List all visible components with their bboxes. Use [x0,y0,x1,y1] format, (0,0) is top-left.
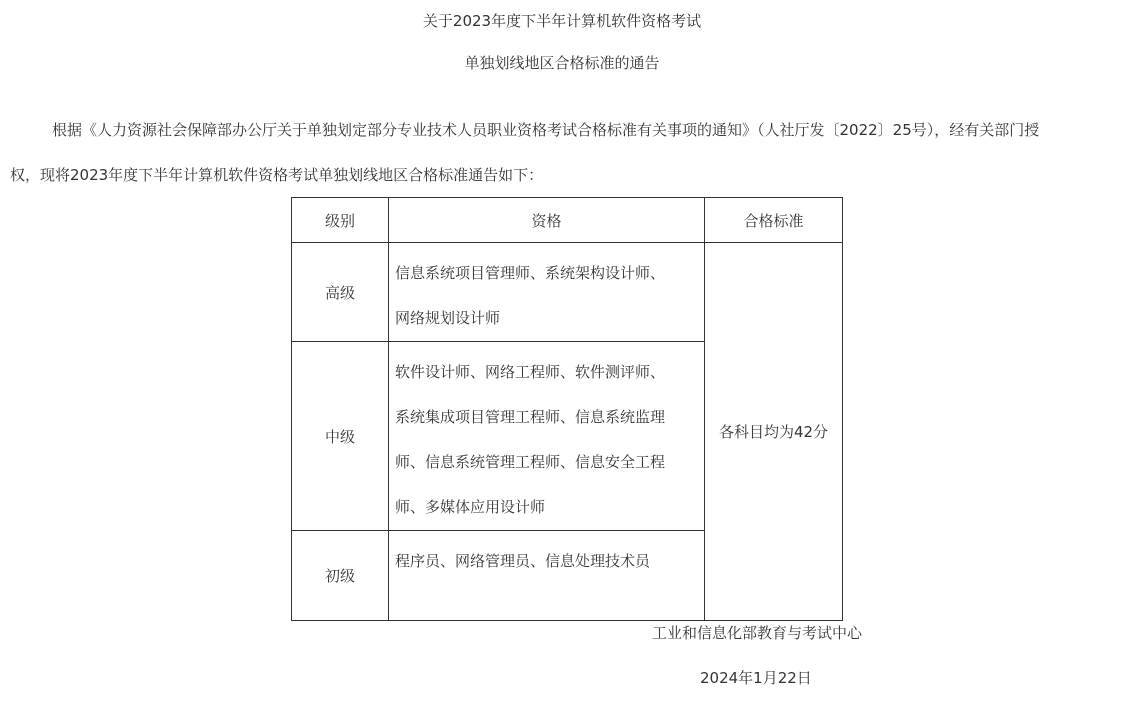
level-cell-senior: 高级 [292,243,389,342]
notice-title-line-2: 单独划线地区合格标准的通告 [464,54,660,72]
qualification-line: 系统集成项目管理工程师、信息系统监理 [395,408,666,426]
level-cell-intermediate: 中级 [292,342,389,531]
header-level: 级别 [292,198,389,243]
qualification-line: 软件设计师、网络工程师、软件测评师、 [395,363,666,381]
qualification-line: 师、多媒体应用设计师 [395,498,546,516]
table-header-row [292,198,843,243]
intro-paragraph-line-2: 权，现将2023年度下半年计算机软件资格考试单独划线地区合格标准通告如下： [10,166,544,184]
standard-cell: 各科目均为42分 [705,243,843,621]
header-qualification: 资格 [389,198,705,243]
qualification-cell-senior [389,243,705,342]
qualification-cell-intermediate [389,342,705,531]
qualification-cell-junior [389,531,705,621]
intro-paragraph-line-1: 根据《人力资源社会保障部办公厅关于单独划定部分专业技术人员职业资格考试合格标准有关事项的通知》（人社厅发〔2022〕25号），经有关部门授 [52,121,1040,139]
level-cell-junior: 初级 [292,531,389,621]
issue-date: 2024年1月22日 [700,669,812,687]
qualification-line: 信息系统项目管理师、系统架构设计师、 [395,264,666,282]
qualification-line: 师、信息系统管理工程师、信息安全工程 [395,453,666,471]
qualification-line: 网络规划设计师 [395,309,501,327]
qualification-line: 程序员、网络管理员、信息处理技术员 [395,552,651,570]
header-standard: 合格标准 [705,198,843,243]
table-row [292,243,843,342]
passing-standard-table [291,197,843,621]
issuer-signature: 工业和信息化部教育与考试中心 [652,624,863,642]
notice-title-line-1: 关于2023年度下半年计算机软件资格考试 [422,12,702,30]
